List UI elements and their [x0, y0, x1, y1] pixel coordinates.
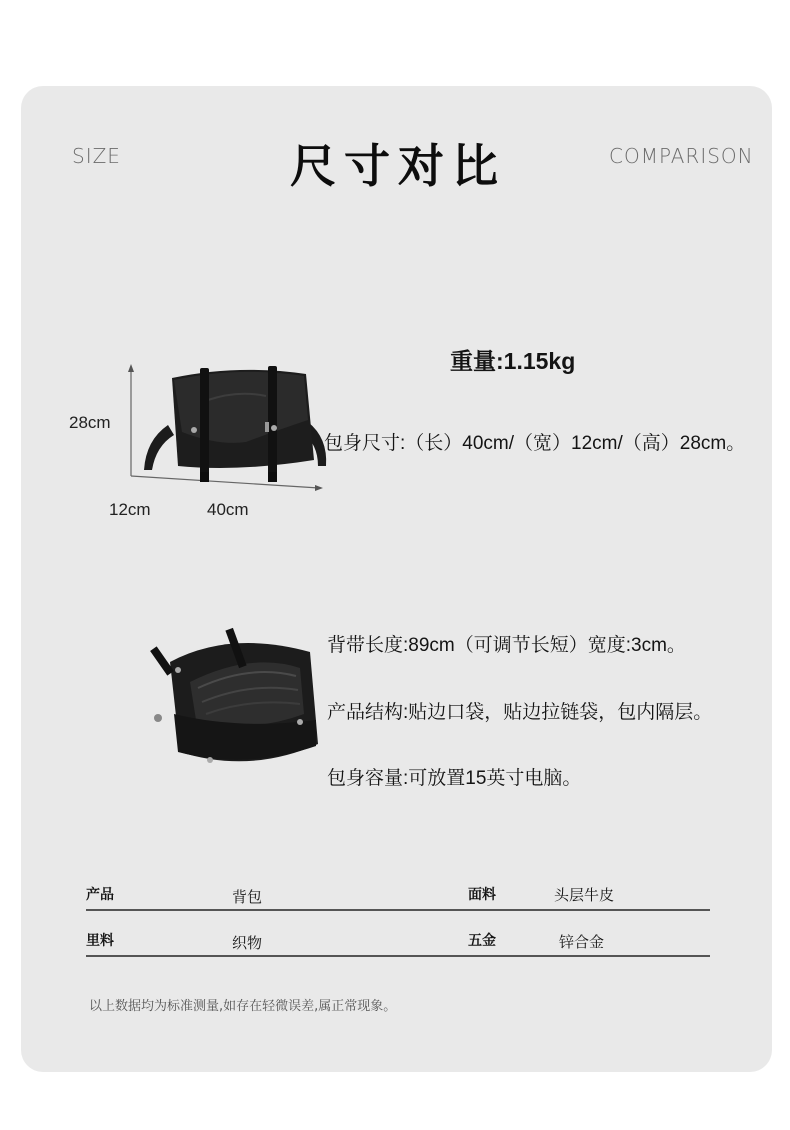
- fabric-value: 头层牛皮: [554, 886, 615, 904]
- lining-label: 里料: [86, 933, 114, 949]
- height-dimension-label: 28cm: [69, 413, 111, 432]
- strap-spec: 背带长度:89cm（可调节长短）宽度:3cm。: [327, 635, 686, 656]
- comparison-label: COMPARISON: [609, 144, 754, 168]
- backpack-open-image: [150, 624, 330, 774]
- dimensions-spec: 包身尺寸:（长）40cm/（宽）12cm/（高）28cm。: [324, 433, 746, 454]
- hardware-value: 锌合金: [559, 933, 605, 951]
- product-label: 产品: [86, 887, 114, 903]
- size-label: SIZE: [72, 144, 121, 168]
- lining-value: 织物: [232, 934, 263, 952]
- fabric-label: 面料: [468, 887, 496, 903]
- backpack-front-image: [138, 360, 338, 490]
- weight-spec: 重量:1.15kg: [450, 348, 576, 374]
- hardware-label: 五金: [468, 933, 496, 949]
- table-divider: [86, 909, 710, 911]
- depth-dimension-label: 12cm: [109, 500, 151, 519]
- structure-spec: 产品结构:贴边口袋，贴边拉链袋，包内隔层。: [327, 702, 713, 723]
- page-title: 尺寸对比: [290, 139, 506, 193]
- product-value: 背包: [232, 888, 263, 906]
- measurement-footnote: 以上数据均为标准测量,如存在轻微误差,属正常现象。: [89, 999, 397, 1014]
- width-dimension-label: 40cm: [207, 500, 249, 519]
- table-divider: [86, 955, 710, 957]
- capacity-spec: 包身容量:可放置15英寸电脑。: [327, 768, 582, 789]
